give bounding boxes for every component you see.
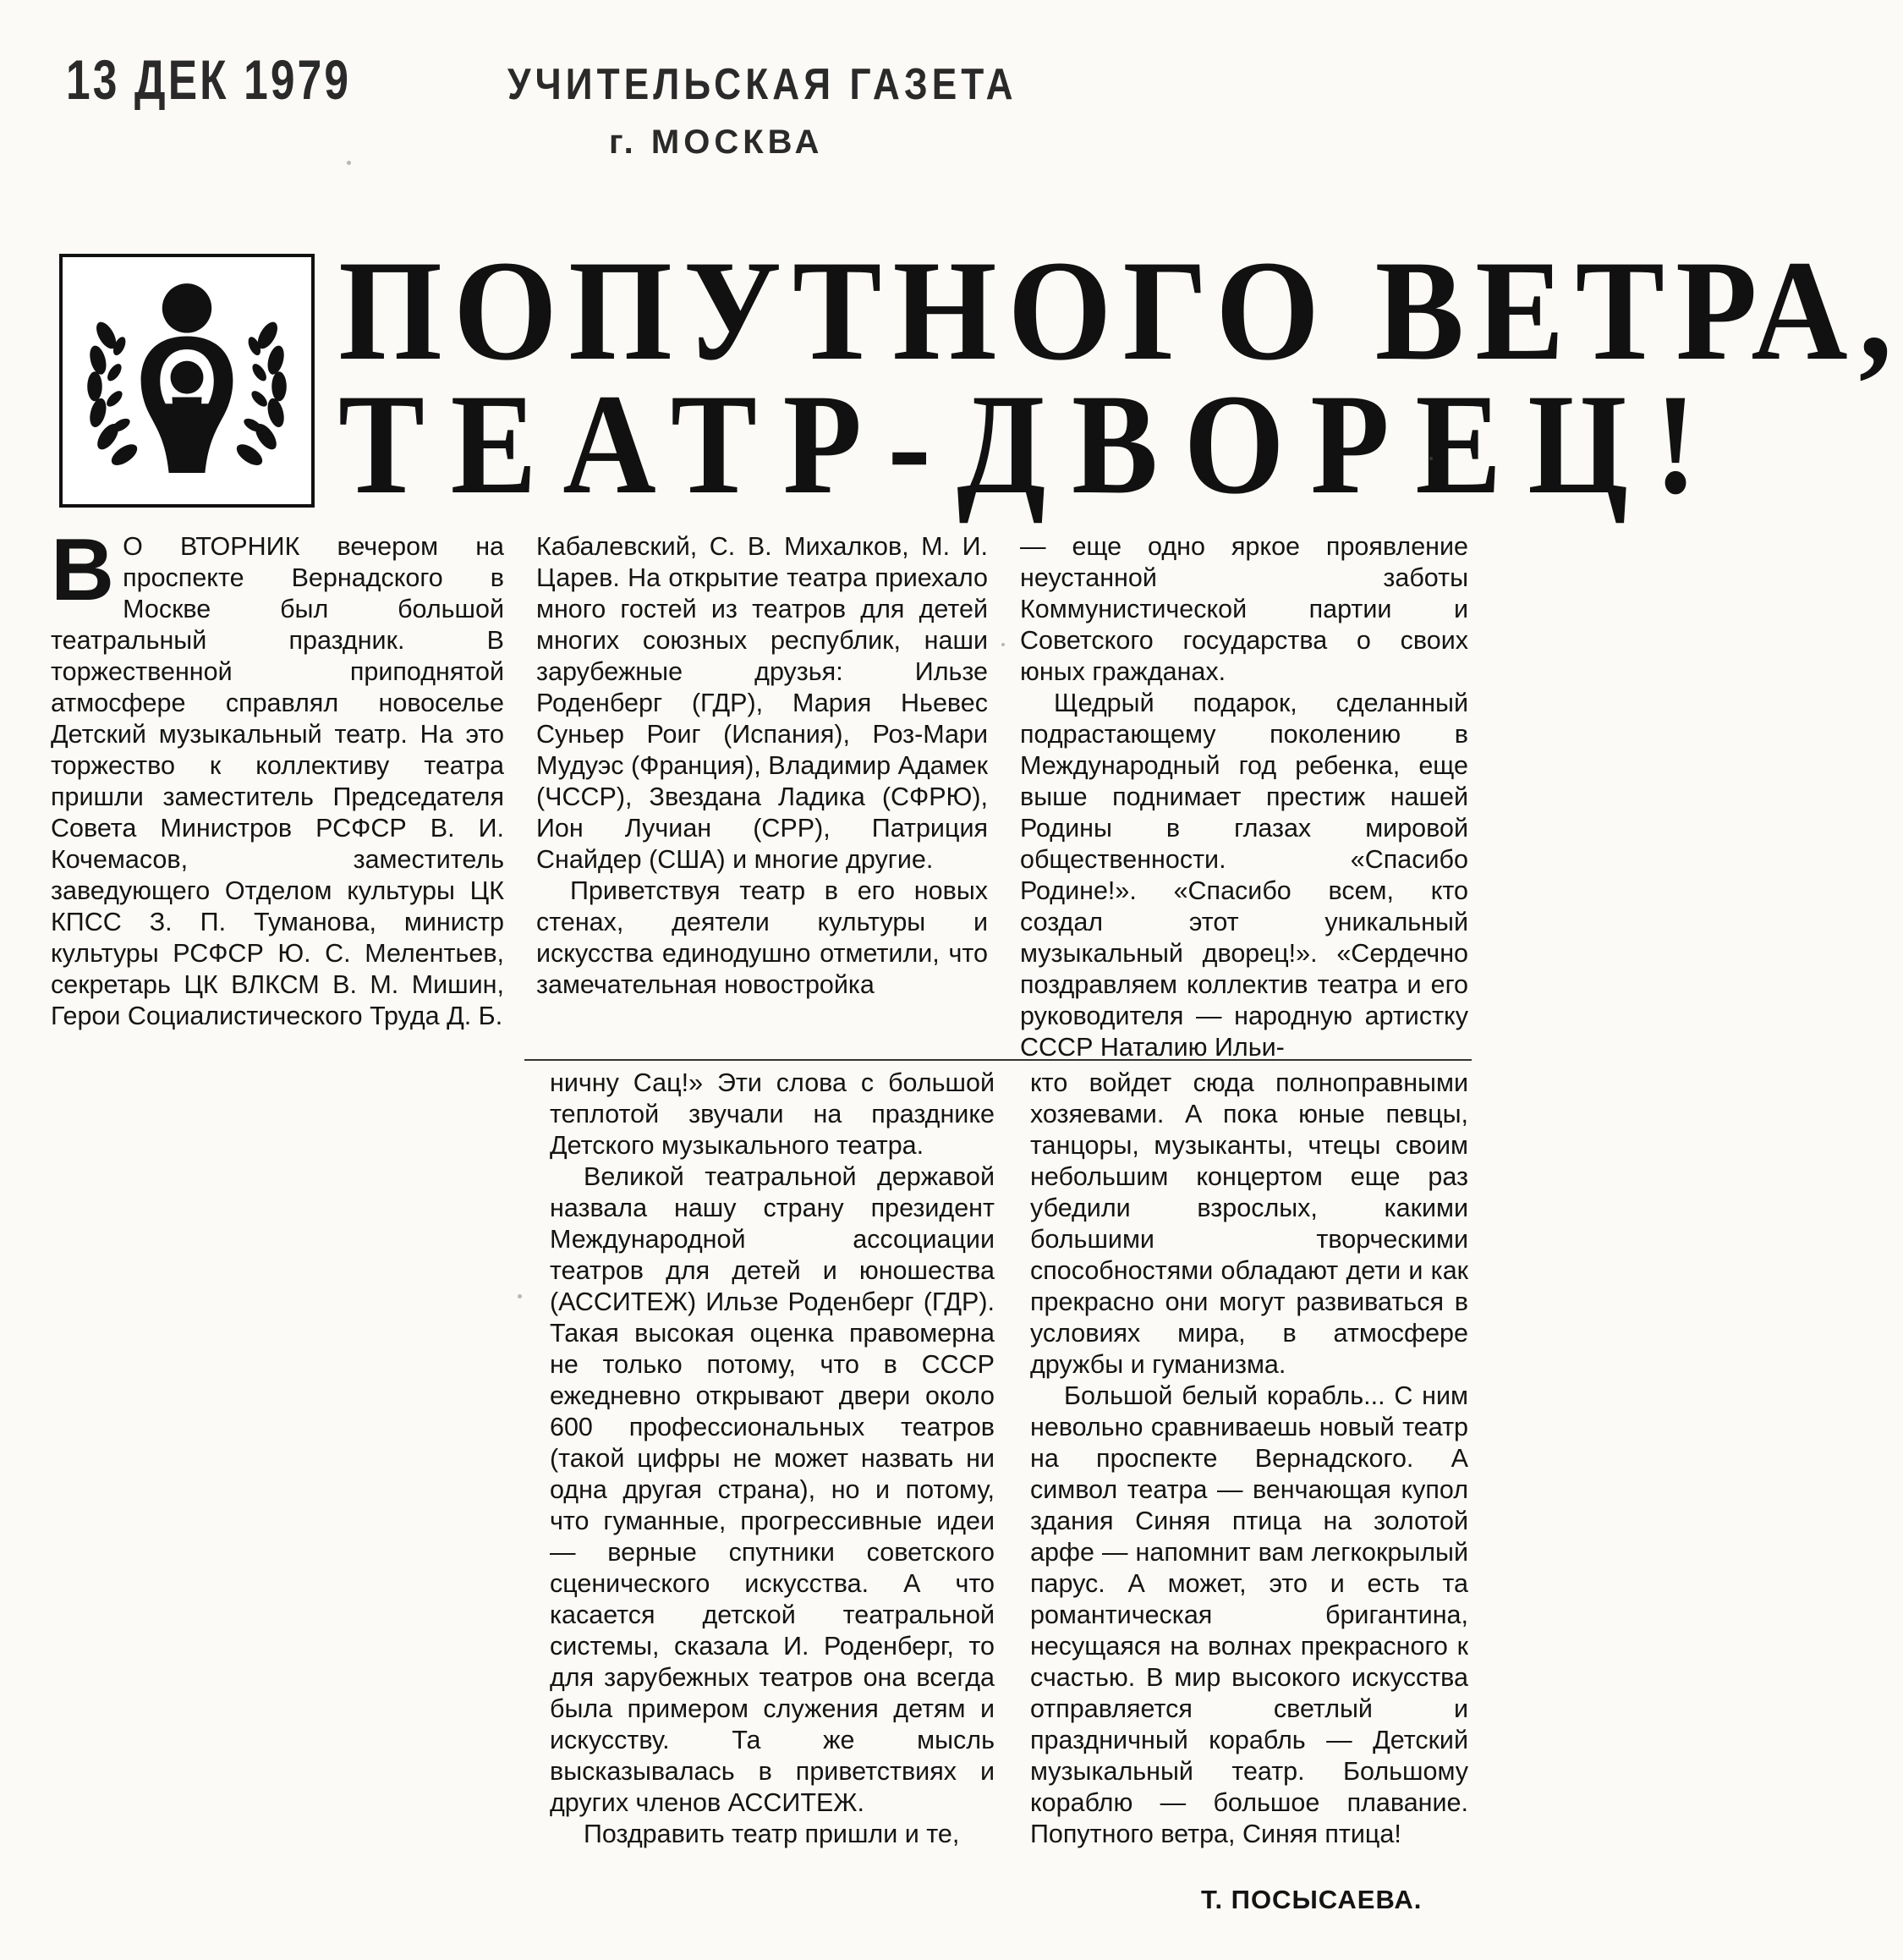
article-column-3 (1020, 531, 1468, 1063)
year-of-the-child-emblem-icon (59, 254, 315, 508)
paragraph: ничну Сац!» Эти слова с большой теплотой звучали на празднике Детского музыкального театра. (550, 1068, 995, 1160)
city-stamp: г. МОСКВА (609, 124, 824, 161)
paragraph: Кабалевский, С. В. Михалков, М. И. Царев. На открытие театра приехало много гостей из театров для детей многих союзных республик, наши зарубежные друзья: Ильзе Роденберг (ГДР), Мария Ньевес Суньер Роиг (Испания), Роз-Мари Мудуэс (Франция), Владимир Адамек (ЧССР), Звездана Ладика (СФРЮ), Ион Лучиан (СРР), Патриция Снайдер (США) и многие другие. (536, 532, 988, 874)
paragraph: Большой белый корабль... С ним невольно сравниваешь новый театр на проспекте Вернадского. А символ театра — венчающая купол здания Синяя птица на золотой арфе — напомнит вам легкокрылый парус. А может, это и есть та романтическая бригантина, несущаяся на волнах прекрасного к счастью. В мир высокого искусства отправляется светлый и праздничный корабль — Детский музыкальный театр. Большому кораблю — большое плавание. Попутного ветра, Синяя птица! (1030, 1381, 1468, 1848)
date-stamp: 13 ДЕК 1979 (66, 48, 352, 111)
newspaper-stamp: УЧИТЕЛЬСКАЯ ГАЗЕТА (507, 60, 1017, 109)
paragraph: Приветствуя театр в его новых стенах, деятели культуры и искусства единодушно отметили, что замечательная новостройка (536, 876, 988, 999)
paragraph: О ВТОРНИК вечером на проспекте Вернадского в Москве был большой театральный праздник. В торжественной приподнятой атмосфере справлял новоселье Детский музыкальный театр. На это торжество к коллективу театра пришли заместитель Председателя Совета Министров РСФСР В. И. Кочемасов, заместитель заведующего Отделом культуры ЦК КПСС З. П. Туманова, министр культуры РСФСР Ю. С. Мелентьев, секретарь ЦК ВЛКСМ В. М. Мишин, Герои Социалистического Труда Д. Б. (51, 532, 504, 1030)
scan-speck (1429, 457, 1433, 460)
paragraph: кто войдет сюда полноправными хозяевами. А пока юные певцы, танцоры, музыканты, чтецы своим небольшим концертом еще раз убедили взрослых, какими большими творческими способностями обладают дети и как прекрасно они могут развиваться в условиях мира, в атмосфере дружбы и гуманизма. (1030, 1068, 1468, 1379)
article-column-2 (536, 531, 988, 1001)
paragraph: Щедрый подарок, сделанный подрастающему поколению в Международный год ребенка, еще выше поднимает престиж нашей Родины в глазах мировой общественности. «Спасибо Родине!». «Спасибо всем, кто создал этот уникальный музыкальный дворец!». «Сердечно поздравляем коллектив театра и его руководителя — народную артистку СССР Наталию Ильи- (1020, 689, 1468, 1062)
paragraph: Великой театральной державой назвала нашу страну президент Международной ассоциации театров для детей и юношества (АССИТЕЖ) Ильзе Роденберг (ГДР). Такая высокая оценка правомерна не только потому, что в СССР ежедневно открывают двери около 600 профессиональных театров (такой цифры не может назвать ни одна другая страна), но и потому, что гуманные, прогрессивные идеи — верные спутники советского сценического искусства. А что касается детской театральной системы, сказала И. Роденберг, то для зарубежных театров она всегда была примером служения детям и искусству. Та же мысль высказывалась в приветствиях и других членов АССИТЕЖ. (550, 1162, 995, 1817)
article-column-1 (51, 521, 504, 1032)
paragraph: — еще одно яркое проявление неустанной заботы Коммунистической партии и Советского государства о своих юных гражданах. (1020, 532, 1468, 686)
paragraph: Поздравить театр пришли и те, (584, 1820, 960, 1848)
headline-line-2: ТЕАТР-ДВОРЕЦ! (338, 365, 1724, 524)
author-byline: Т. ПОСЫСАЕВА. (1201, 1885, 1423, 1914)
scan-speck (518, 1294, 522, 1298)
drop-cap: В (51, 521, 115, 619)
article-column-5 (1030, 1068, 1468, 1850)
article-column-4 (550, 1068, 995, 1850)
column-divider (524, 1059, 1472, 1061)
headline-line-1: ПОПУТНОГО ВЕТРА, (338, 231, 1903, 390)
scan-speck (347, 161, 351, 165)
scan-speck (1001, 643, 1005, 646)
